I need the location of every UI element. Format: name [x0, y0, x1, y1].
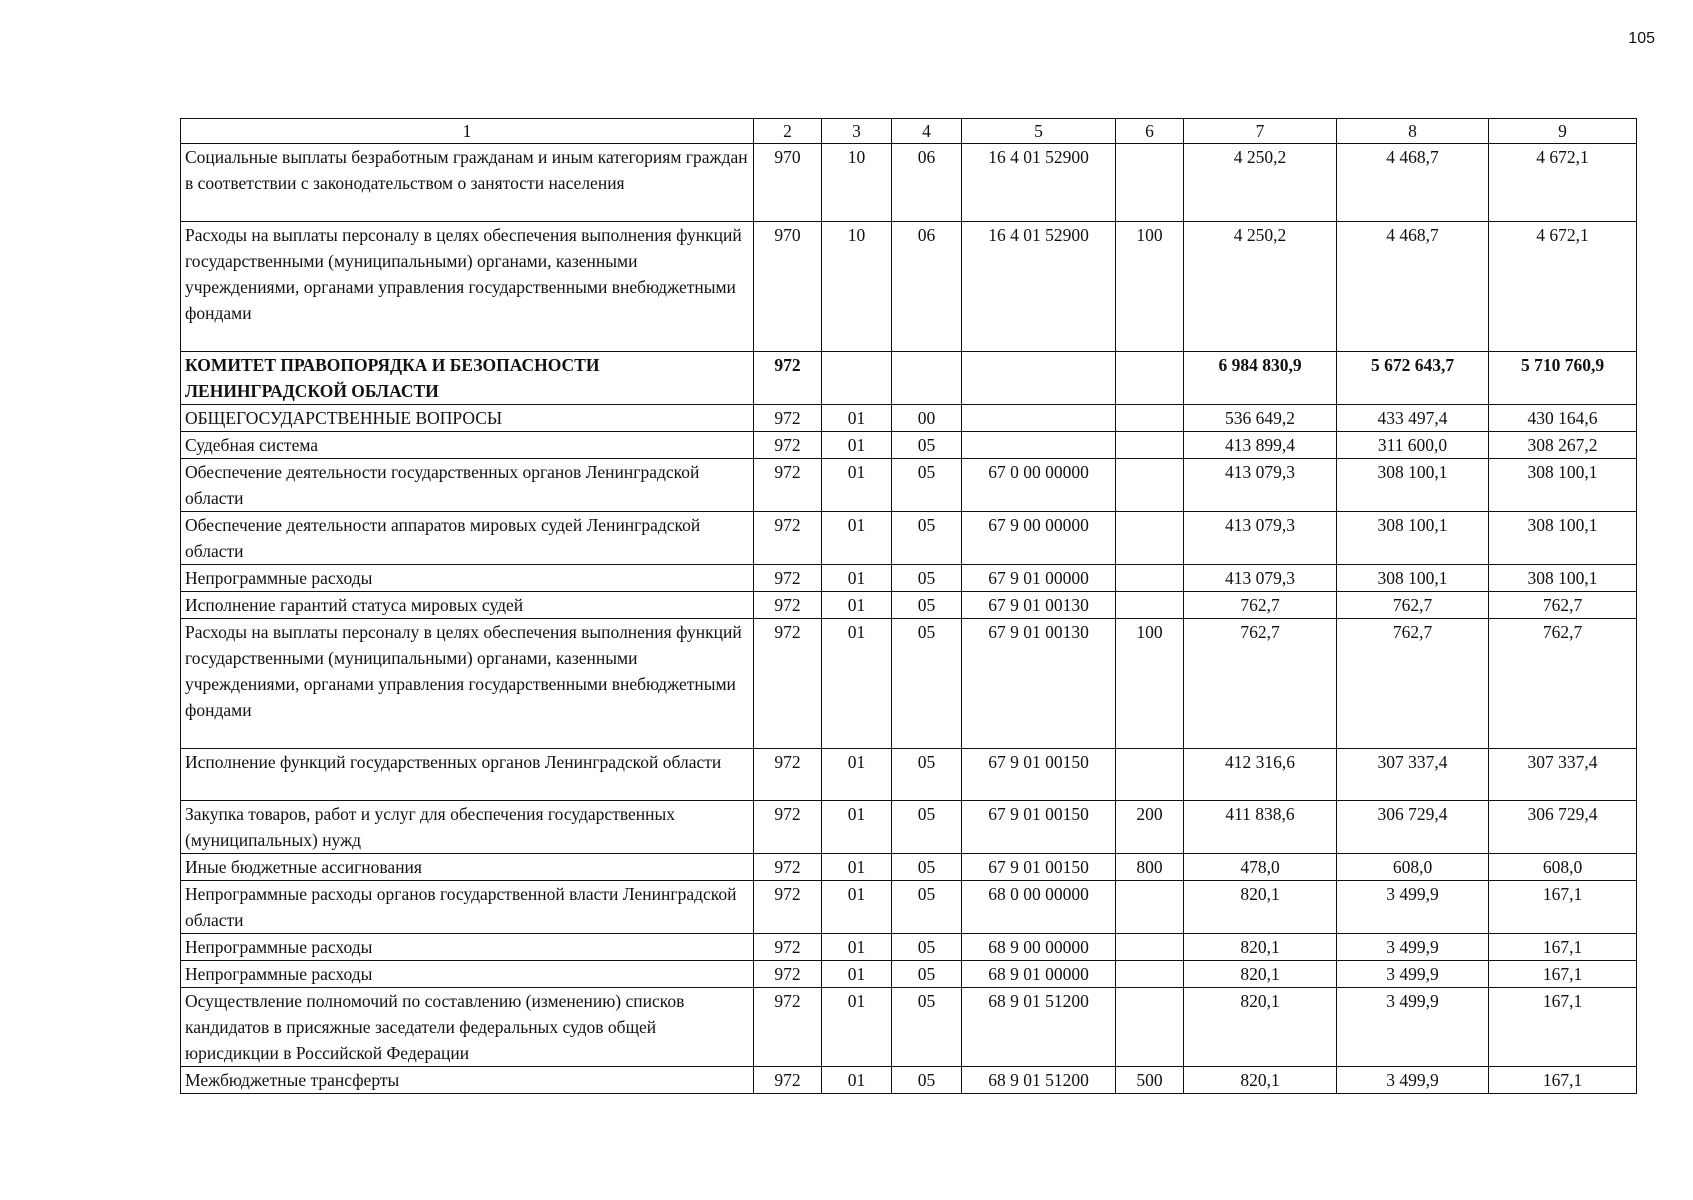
section-code-cell: 01 [822, 459, 892, 512]
section-code-cell: 01 [822, 961, 892, 988]
expense-name-cell: Исполнение гарантий статуса мировых судей [181, 592, 754, 619]
table-row [181, 801, 1637, 854]
target-code-cell: 16 4 01 52900 [962, 144, 1116, 222]
amount-col7-cell: 820,1 [1184, 1067, 1337, 1094]
section-code-cell: 01 [822, 934, 892, 961]
expense-name-cell: Осуществление полномочий по составлению (изменению) списков кандидатов в присяжные заседатели федеральных судов общей юрисдикции в Российской Федерации [181, 988, 754, 1067]
target-code-cell [962, 405, 1116, 432]
table-row [181, 619, 1637, 749]
amount-col8-cell: 4 468,7 [1337, 222, 1489, 352]
section-code-cell [822, 352, 892, 405]
expense-name-cell: Социальные выплаты безработным гражданам и иным категориям граждан в соответствии с законодательством о занятости населения [181, 144, 754, 222]
expense-type-code-cell [1116, 565, 1184, 592]
expense-name-cell: Непрограммные расходы [181, 961, 754, 988]
amount-col8-cell: 3 499,9 [1337, 961, 1489, 988]
expense-type-code-cell [1116, 352, 1184, 405]
amount-col9-cell: 308 267,2 [1489, 432, 1637, 459]
target-code-cell: 67 0 00 00000 [962, 459, 1116, 512]
admin-code-cell: 972 [754, 934, 822, 961]
section-code-cell: 01 [822, 592, 892, 619]
expense-type-code-cell [1116, 405, 1184, 432]
section-code-cell: 01 [822, 619, 892, 749]
column-number-row [181, 119, 1637, 144]
expense-name-cell: Обеспечение деятельности государственных органов Ленинградской области [181, 459, 754, 512]
admin-code-cell: 972 [754, 432, 822, 459]
admin-code-cell: 972 [754, 512, 822, 565]
admin-code-cell: 972 [754, 352, 822, 405]
expense-type-code-cell [1116, 961, 1184, 988]
subsection-code-cell: 06 [892, 222, 962, 352]
expense-name-cell: Непрограммные расходы [181, 934, 754, 961]
amount-col7-cell: 820,1 [1184, 988, 1337, 1067]
expense-name-cell: Межбюджетные трансферты [181, 1067, 754, 1094]
amount-col8-cell: 307 337,4 [1337, 749, 1489, 801]
expense-type-code-cell: 500 [1116, 1067, 1184, 1094]
target-code-cell [962, 352, 1116, 405]
target-code-cell: 67 9 01 00150 [962, 854, 1116, 881]
column-header: 6 [1116, 119, 1184, 144]
admin-code-cell: 972 [754, 881, 822, 934]
target-code-cell: 16 4 01 52900 [962, 222, 1116, 352]
amount-col7-cell: 413 079,3 [1184, 512, 1337, 565]
admin-code-cell: 972 [754, 961, 822, 988]
table-row [181, 961, 1637, 988]
admin-code-cell: 972 [754, 565, 822, 592]
amount-col9-cell: 308 100,1 [1489, 512, 1637, 565]
amount-col8-cell: 3 499,9 [1337, 881, 1489, 934]
subsection-code-cell [892, 352, 962, 405]
amount-col9-cell: 167,1 [1489, 988, 1637, 1067]
amount-col8-cell: 308 100,1 [1337, 565, 1489, 592]
amount-col8-cell: 311 600,0 [1337, 432, 1489, 459]
table-row [181, 749, 1637, 801]
column-header: 5 [962, 119, 1116, 144]
expense-type-code-cell: 200 [1116, 801, 1184, 854]
expense-type-code-cell [1116, 512, 1184, 565]
amount-col7-cell: 820,1 [1184, 881, 1337, 934]
amount-col9-cell: 5 710 760,9 [1489, 352, 1637, 405]
amount-col8-cell: 762,7 [1337, 619, 1489, 749]
amount-col7-cell: 820,1 [1184, 961, 1337, 988]
table-row [181, 432, 1637, 459]
table-row [181, 352, 1637, 405]
amount-col9-cell: 308 100,1 [1489, 459, 1637, 512]
admin-code-cell: 972 [754, 459, 822, 512]
column-header: 1 [181, 119, 754, 144]
section-code-cell: 01 [822, 854, 892, 881]
amount-col7-cell: 536 649,2 [1184, 405, 1337, 432]
amount-col7-cell: 413 079,3 [1184, 459, 1337, 512]
amount-col9-cell: 762,7 [1489, 592, 1637, 619]
subsection-code-cell: 05 [892, 934, 962, 961]
section-code-cell: 01 [822, 405, 892, 432]
expense-type-code-cell [1116, 988, 1184, 1067]
target-code-cell: 67 9 01 00130 [962, 592, 1116, 619]
column-header: 3 [822, 119, 892, 144]
expense-name-cell: Иные бюджетные ассигнования [181, 854, 754, 881]
subsection-code-cell: 05 [892, 565, 962, 592]
subsection-code-cell: 05 [892, 592, 962, 619]
expense-name-cell: Исполнение функций государственных органов Ленинградской области [181, 749, 754, 801]
table-row [181, 405, 1637, 432]
table-row [181, 854, 1637, 881]
admin-code-cell: 970 [754, 222, 822, 352]
expense-type-code-cell [1116, 459, 1184, 512]
table-row [181, 222, 1637, 352]
target-code-cell: 67 9 01 00130 [962, 619, 1116, 749]
target-code-cell: 68 9 00 00000 [962, 934, 1116, 961]
expense-name-cell: ОБЩЕГОСУДАРСТВЕННЫЕ ВОПРОСЫ [181, 405, 754, 432]
section-code-cell: 10 [822, 222, 892, 352]
amount-col7-cell: 4 250,2 [1184, 222, 1337, 352]
amount-col9-cell: 608,0 [1489, 854, 1637, 881]
amount-col7-cell: 413 079,3 [1184, 565, 1337, 592]
expense-type-code-cell [1116, 749, 1184, 801]
table-row [181, 565, 1637, 592]
expense-type-code-cell [1116, 144, 1184, 222]
subsection-code-cell: 05 [892, 432, 962, 459]
table-row [181, 592, 1637, 619]
amount-col9-cell: 308 100,1 [1489, 565, 1637, 592]
column-header: 2 [754, 119, 822, 144]
target-code-cell: 67 9 01 00150 [962, 749, 1116, 801]
expense-type-code-cell [1116, 432, 1184, 459]
expense-name-cell: Закупка товаров, работ и услуг для обеспечения государственных (муниципальных) нужд [181, 801, 754, 854]
section-code-cell: 10 [822, 144, 892, 222]
subsection-code-cell: 05 [892, 988, 962, 1067]
subsection-code-cell: 05 [892, 749, 962, 801]
amount-col8-cell: 3 499,9 [1337, 988, 1489, 1067]
amount-col7-cell: 762,7 [1184, 592, 1337, 619]
column-header: 8 [1337, 119, 1489, 144]
admin-code-cell: 970 [754, 144, 822, 222]
admin-code-cell: 972 [754, 405, 822, 432]
subsection-code-cell: 05 [892, 854, 962, 881]
target-code-cell [962, 432, 1116, 459]
column-header: 9 [1489, 119, 1637, 144]
amount-col9-cell: 167,1 [1489, 1067, 1637, 1094]
admin-code-cell: 972 [754, 801, 822, 854]
target-code-cell: 68 9 01 00000 [962, 961, 1116, 988]
table-row [181, 144, 1637, 222]
table-row [181, 988, 1637, 1067]
section-code-cell: 01 [822, 749, 892, 801]
section-code-cell: 01 [822, 881, 892, 934]
amount-col8-cell: 308 100,1 [1337, 512, 1489, 565]
budget-table [180, 118, 1637, 1094]
section-code-cell: 01 [822, 565, 892, 592]
amount-col9-cell: 430 164,6 [1489, 405, 1637, 432]
amount-col9-cell: 4 672,1 [1489, 222, 1637, 352]
target-code-cell: 68 9 01 51200 [962, 988, 1116, 1067]
expense-type-code-cell [1116, 592, 1184, 619]
amount-col7-cell: 6 984 830,9 [1184, 352, 1337, 405]
amount-col8-cell: 762,7 [1337, 592, 1489, 619]
section-code-cell: 01 [822, 801, 892, 854]
amount-col8-cell: 4 468,7 [1337, 144, 1489, 222]
section-code-cell: 01 [822, 1067, 892, 1094]
table-row [181, 512, 1637, 565]
subsection-code-cell: 05 [892, 512, 962, 565]
amount-col7-cell: 4 250,2 [1184, 144, 1337, 222]
amount-col9-cell: 306 729,4 [1489, 801, 1637, 854]
admin-code-cell: 972 [754, 988, 822, 1067]
amount-col7-cell: 412 316,6 [1184, 749, 1337, 801]
amount-col8-cell: 3 499,9 [1337, 934, 1489, 961]
table-row [181, 934, 1637, 961]
expense-name-cell: Судебная система [181, 432, 754, 459]
amount-col9-cell: 307 337,4 [1489, 749, 1637, 801]
amount-col7-cell: 413 899,4 [1184, 432, 1337, 459]
expense-type-code-cell: 100 [1116, 222, 1184, 352]
expense-type-code-cell [1116, 881, 1184, 934]
amount-col8-cell: 308 100,1 [1337, 459, 1489, 512]
target-code-cell: 67 9 01 00000 [962, 565, 1116, 592]
amount-col9-cell: 167,1 [1489, 934, 1637, 961]
section-code-cell: 01 [822, 432, 892, 459]
amount-col7-cell: 762,7 [1184, 619, 1337, 749]
admin-code-cell: 972 [754, 619, 822, 749]
amount-col8-cell: 3 499,9 [1337, 1067, 1489, 1094]
amount-col9-cell: 4 672,1 [1489, 144, 1637, 222]
subsection-code-cell: 05 [892, 619, 962, 749]
admin-code-cell: 972 [754, 592, 822, 619]
subsection-code-cell: 05 [892, 881, 962, 934]
expense-name-cell: Расходы на выплаты персоналу в целях обеспечения выполнения функций государственными (муниципальными) органами, казенными учреждениями, органами управления государственными внебюджетными фондами [181, 222, 754, 352]
amount-col8-cell: 608,0 [1337, 854, 1489, 881]
amount-col8-cell: 433 497,4 [1337, 405, 1489, 432]
amount-col7-cell: 411 838,6 [1184, 801, 1337, 854]
table-row [181, 459, 1637, 512]
amount-col8-cell: 5 672 643,7 [1337, 352, 1489, 405]
target-code-cell: 67 9 00 00000 [962, 512, 1116, 565]
admin-code-cell: 972 [754, 854, 822, 881]
expense-name-cell: Обеспечение деятельности аппаратов мировых судей Ленинградской области [181, 512, 754, 565]
amount-col9-cell: 167,1 [1489, 881, 1637, 934]
expense-name-cell: Расходы на выплаты персоналу в целях обеспечения выполнения функций государственными (муниципальными) органами, казенными учреждениями, органами управления государственными внебюджетными фондами [181, 619, 754, 749]
table-row [181, 1067, 1637, 1094]
amount-col9-cell: 762,7 [1489, 619, 1637, 749]
amount-col9-cell: 167,1 [1489, 961, 1637, 988]
amount-col7-cell: 820,1 [1184, 934, 1337, 961]
expense-name-cell: КОМИТЕТ ПРАВОПОРЯДКА И БЕЗОПАСНОСТИ ЛЕНИНГРАДСКОЙ ОБЛАСТИ [181, 352, 754, 405]
target-code-cell: 68 0 00 00000 [962, 881, 1116, 934]
subsection-code-cell: 05 [892, 801, 962, 854]
section-code-cell: 01 [822, 988, 892, 1067]
admin-code-cell: 972 [754, 749, 822, 801]
expense-name-cell: Непрограммные расходы [181, 565, 754, 592]
page-number: 105 [1628, 30, 1655, 47]
column-header: 7 [1184, 119, 1337, 144]
subsection-code-cell: 06 [892, 144, 962, 222]
section-code-cell: 01 [822, 512, 892, 565]
expense-type-code-cell: 800 [1116, 854, 1184, 881]
subsection-code-cell: 05 [892, 459, 962, 512]
admin-code-cell: 972 [754, 1067, 822, 1094]
subsection-code-cell: 00 [892, 405, 962, 432]
expense-type-code-cell: 100 [1116, 619, 1184, 749]
expense-type-code-cell [1116, 934, 1184, 961]
expense-name-cell: Непрограммные расходы органов государственной власти Ленинградской области [181, 881, 754, 934]
target-code-cell: 68 9 01 51200 [962, 1067, 1116, 1094]
subsection-code-cell: 05 [892, 961, 962, 988]
table-row [181, 881, 1637, 934]
amount-col8-cell: 306 729,4 [1337, 801, 1489, 854]
subsection-code-cell: 05 [892, 1067, 962, 1094]
target-code-cell: 67 9 01 00150 [962, 801, 1116, 854]
amount-col7-cell: 478,0 [1184, 854, 1337, 881]
column-header: 4 [892, 119, 962, 144]
